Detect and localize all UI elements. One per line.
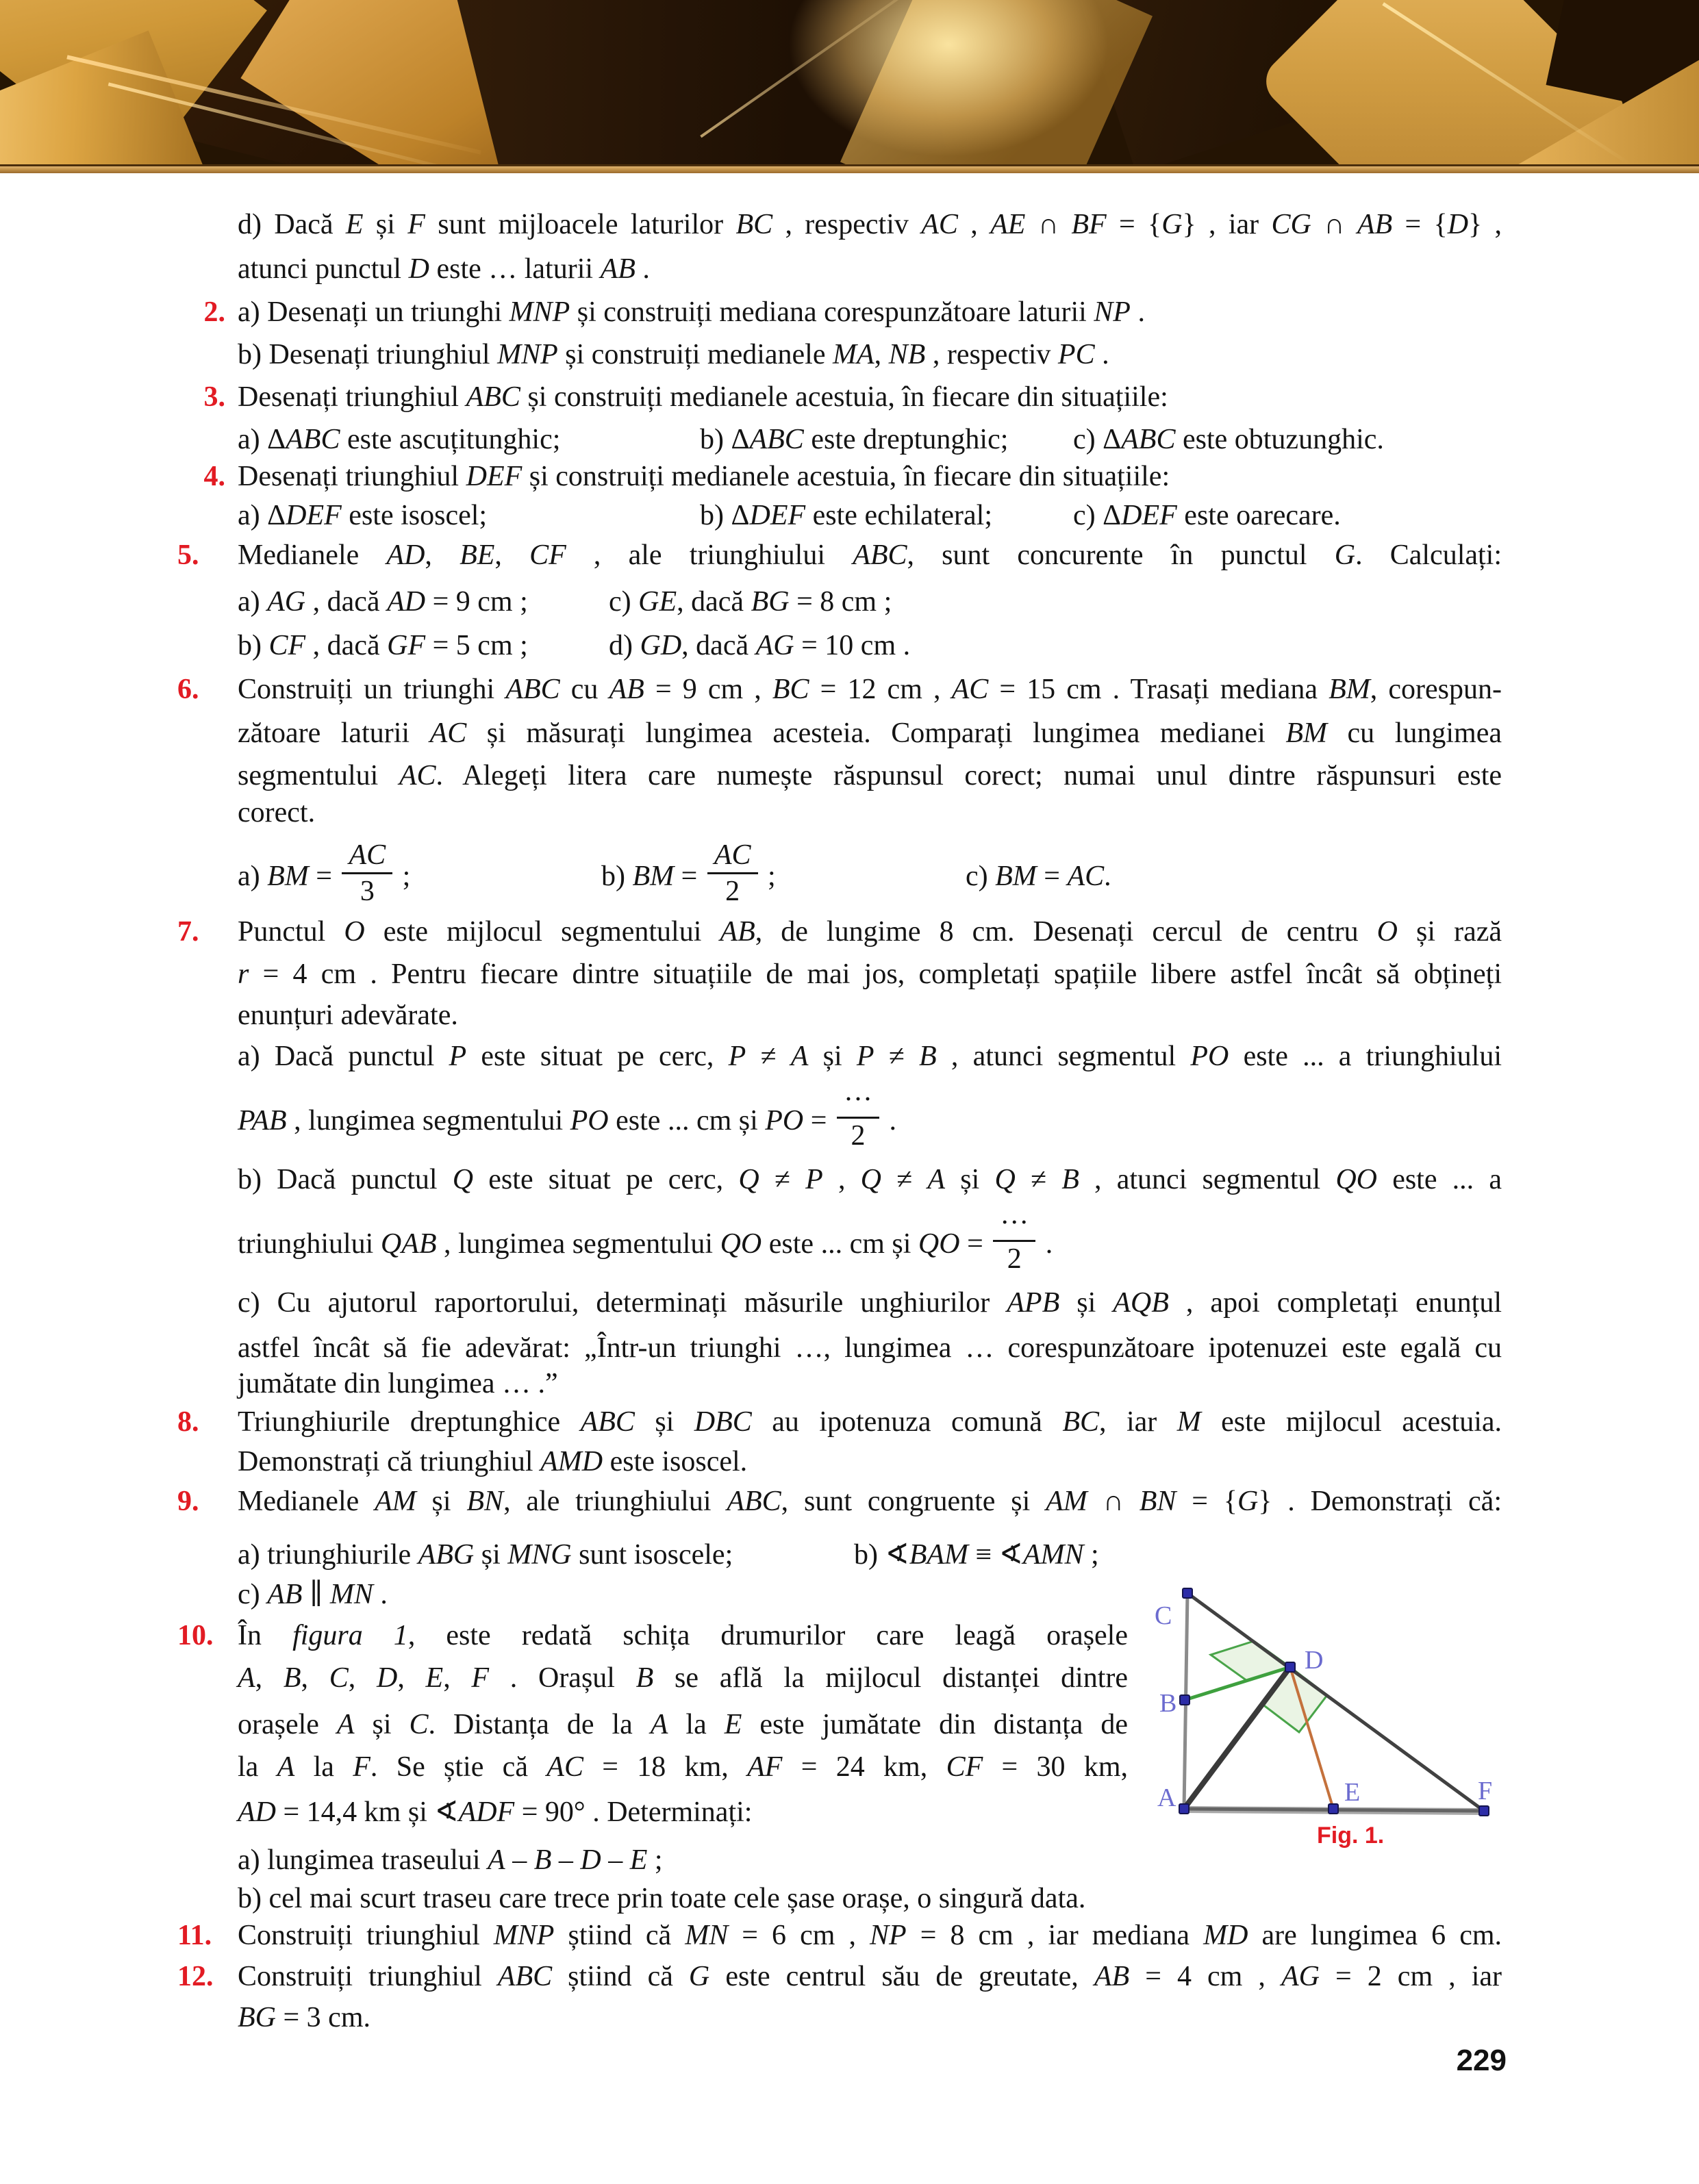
line-text: enunțuri adevărate. xyxy=(238,1000,458,1031)
point-C xyxy=(1183,1588,1192,1598)
line-text: PAB , lungimea segmentului PO este ... cm și PO = $\frac{\cdot\cdot\cdot}{2}$ . xyxy=(238,1083,896,1152)
text-line xyxy=(203,376,1168,418)
point-D xyxy=(1285,1662,1295,1672)
line-text: triunghiului QAB , lungimea segmentului QO este ... cm și QO = $\frac{\cdot\cdot\cdot}{2}$ . xyxy=(238,1206,1053,1275)
text-line xyxy=(238,333,1109,376)
text-line xyxy=(177,1614,1128,1657)
problem-number: 11. xyxy=(177,1920,212,1951)
line-text: orașele A și C. Distanța de la A la E este jumătate din distanța de xyxy=(238,1709,1129,1740)
label-D: D xyxy=(1305,1646,1324,1675)
label-C: C xyxy=(1155,1601,1172,1630)
text-line xyxy=(238,1657,1128,1699)
line-text: Construiți un triunghi ABC cu AB = 9 cm , BC = 12 cm , AC = 15 cm . Trasați mediana BM, corespun- xyxy=(238,674,1502,705)
line-text: Construiți triunghiul ABC știind că G este centrul său de greutate, AB = 4 cm , AG = 2 cm , iar xyxy=(238,1961,1502,1992)
line-text: c) Cu ajutorul raportorului, determinați măsurile unghiurilor APB și AQB , apoi completați enunțul xyxy=(238,1287,1502,1319)
point-F xyxy=(1479,1806,1489,1816)
text-line xyxy=(238,1362,558,1405)
line-text: d) Dacă E și F sunt mijloacele laturilor BC , respectiv AC , AE ∩ BF = {G} , iar CG ∩ AB = {D} , xyxy=(238,209,1502,240)
text-line xyxy=(238,994,458,1037)
text-line xyxy=(238,1839,663,1881)
header-art xyxy=(0,0,1699,173)
text-line xyxy=(238,494,1341,537)
line-text: a) lungimea traseului A – B – D – E ; xyxy=(238,1844,663,1876)
option: d) GD, dacă AG = 10 cm . xyxy=(609,630,911,661)
page-number: 229 xyxy=(1456,2044,1507,2077)
point-B xyxy=(1180,1695,1190,1705)
option: b) ΔABC este dreptunghic; xyxy=(700,424,1009,455)
option: c) ΔABC este obtuzunghic. xyxy=(1073,424,1384,455)
header-divider-bar xyxy=(0,164,1699,173)
line-text: Medianele AD, BE, CF , ale triunghiului ABC, sunt concurente în punctul G. Calculați: xyxy=(238,539,1502,571)
glow-highlight xyxy=(788,0,1109,157)
line-text: la A la F. Se știe că AC = 18 km, AF = 24 km, CF = 30 km, xyxy=(238,1751,1129,1783)
line-text: Punctul O este mijlocul segmentului AB, de lungime 8 cm. Desenați cercul de centru O și rază xyxy=(238,916,1502,948)
text-line xyxy=(238,1199,1053,1288)
option: a) ΔABC este ascuțitunghic; xyxy=(238,424,561,455)
text-line xyxy=(238,1746,1128,1788)
text-line xyxy=(177,1480,1502,1523)
text-line xyxy=(238,791,315,834)
line-text: atunci punctul D este … laturii AB . xyxy=(238,253,650,285)
line-text: zătoare laturii AC și măsurați lungimea acesteia. Comparați lungimea medianei BM cu lungimea xyxy=(238,718,1502,749)
line-text: Desenați triunghiul ABC și construiți medianele acestuia, în fiecare din situațiile: xyxy=(238,381,1168,413)
fraction: $\frac{AC}{3}$ xyxy=(342,840,392,906)
text-line xyxy=(238,832,1111,921)
line-text: b) Dacă punctul Q este situat pe cerc, Q ≠ P , Q ≠ A și Q ≠ B , atunci segmentul QO este ... a xyxy=(238,1164,1502,1195)
fraction: $\frac{AC}{2}$ xyxy=(707,840,758,906)
text-line xyxy=(177,1401,1502,1443)
text-line xyxy=(238,1440,747,1483)
road-AD xyxy=(1184,1667,1290,1809)
text-line xyxy=(238,1791,752,1833)
option: a) ΔDEF este isoscel; xyxy=(238,500,488,531)
line-text: a) Desenați un triunghi MNP și construiți mediana corespunzătoare laturii NP . xyxy=(238,296,1145,328)
option: b) ΔDEF este echilateral; xyxy=(700,500,992,531)
option: a) BM = $\frac{AC}{3}$ ; xyxy=(238,839,411,907)
text-line xyxy=(238,203,1502,246)
text-line xyxy=(238,581,892,623)
text-line xyxy=(177,534,1502,576)
label-F: F xyxy=(1478,1777,1493,1805)
text-line xyxy=(238,1703,1128,1746)
angle-marker-lower xyxy=(1262,1667,1327,1732)
line-text: r = 4 cm . Pentru fiecare dintre situațiile de mai jos, completați spațiile libere astfel încât să obțineți xyxy=(238,958,1502,990)
label-A: A xyxy=(1157,1783,1176,1812)
line-text: b) Desenați triunghiul MNP și construiți medianele MA, NB , respectiv PC . xyxy=(238,339,1109,370)
line-text: Triunghiurile dreptunghice ABC și DBC au ipotenuza comună BC, iar M este mijlocul acestuia. xyxy=(238,1406,1502,1438)
text-line xyxy=(177,668,1502,711)
point-A xyxy=(1179,1804,1189,1814)
line-text: În figura 1, este redată schița drumurilor care leagă orașele xyxy=(238,1620,1128,1651)
text-line xyxy=(238,1076,896,1165)
problem-number: 5. xyxy=(177,539,199,571)
text-line xyxy=(238,953,1502,995)
text-line xyxy=(177,1955,1502,1998)
line-text: a) Dacă punctul P este situat pe cerc, P ≠ A și P ≠ B , atunci segmentul PO este ... a triunghiului xyxy=(238,1041,1502,1072)
text-line xyxy=(238,1996,370,2039)
line-text: c) AB ∥ MN . xyxy=(238,1579,388,1610)
problem-number: 7. xyxy=(177,916,199,948)
problem-number: 4. xyxy=(203,461,225,492)
label-E: E xyxy=(1344,1778,1361,1807)
line-text: A, B, C, D, E, F . Orașul B se află la mijlocul distanței dintre xyxy=(238,1662,1129,1694)
line-text: Construiți triunghiul MNP știind că MN = 6 cm , NP = 8 cm , iar mediana MD are lungimea 6 cm. xyxy=(238,1920,1502,1951)
line-text: BG = 3 cm. xyxy=(238,2002,370,2033)
text-line xyxy=(177,911,1502,953)
text-line xyxy=(238,1534,1099,1576)
text-line xyxy=(203,455,1170,498)
fraction: $\frac{\cdot\cdot\cdot}{2}$ xyxy=(837,1084,879,1151)
problem-number: 6. xyxy=(177,674,199,705)
line-text: segmentului AC. Alegeți litera care numește răspunsul corect; numai unul dintre răspunsuri este xyxy=(238,760,1502,791)
text-line xyxy=(238,1877,1085,1920)
text-line xyxy=(203,291,1145,333)
text-line xyxy=(238,1282,1502,1324)
problem-number: 3. xyxy=(203,381,225,413)
text-line xyxy=(238,754,1502,797)
option: c) ΔDEF este oarecare. xyxy=(1073,500,1341,531)
line-text: Medianele AM și BN, ale triunghiului ABC, sunt congruente și AM ∩ BN = {G} . Demonstrați că: xyxy=(238,1486,1502,1517)
option: c) GE, dacă BG = 8 cm ; xyxy=(609,586,892,618)
line-text: AD = 14,4 km și ∢ADF = 90° . Determinați: xyxy=(238,1796,753,1828)
line-text: Desenați triunghiul DEF și construiți medianele acestuia, în fiecare din situațiile: xyxy=(238,461,1170,492)
option: b) ∢BAM ≡ ∢AMN ; xyxy=(854,1539,1099,1571)
text-line xyxy=(238,418,1384,461)
text-line xyxy=(238,712,1502,754)
problem-number: 8. xyxy=(177,1406,199,1438)
problem-number: 10. xyxy=(177,1620,214,1651)
option: a) AG , dacă AD = 9 cm ; xyxy=(238,586,528,618)
line-text: corect. xyxy=(238,797,316,828)
text-line xyxy=(177,1914,1502,1957)
text-line xyxy=(238,624,910,667)
label-B: B xyxy=(1159,1689,1177,1718)
option: b) BM = $\frac{AC}{2}$ ; xyxy=(601,839,776,907)
text-line xyxy=(238,248,650,290)
text-line xyxy=(238,1573,388,1616)
road-CF xyxy=(1187,1593,1484,1811)
problem-number: 2. xyxy=(203,296,225,328)
point-E xyxy=(1329,1804,1338,1814)
figure-caption: Fig. 1. xyxy=(1317,1823,1385,1849)
text-line xyxy=(238,1158,1502,1201)
fraction: $\frac{\cdot\cdot\cdot}{2}$ xyxy=(993,1208,1035,1274)
problem-number: 12. xyxy=(177,1961,214,1992)
option: a) triunghiurile ABG și MNG sunt isoscele; xyxy=(238,1539,733,1571)
problem-number: 9. xyxy=(177,1486,199,1517)
option: c) BM = AC. xyxy=(966,861,1111,892)
figure-1 xyxy=(1137,1568,1527,1869)
line-text: jumătate din lungimea … .” xyxy=(238,1368,558,1399)
line-text: b) cel mai scurt traseu care trece prin toate cele șase orașe, o singură data. xyxy=(238,1883,1086,1914)
line-text: astfel încât să fie adevărat: „Într-un triunghi …, lungimea … corespunzătoare ipotenuzei este egală cu xyxy=(238,1332,1502,1364)
option: b) CF , dacă GF = 5 cm ; xyxy=(238,630,528,661)
text-line xyxy=(238,1035,1502,1078)
line-text: Demonstrați că triunghiul AMD este isoscel. xyxy=(238,1446,748,1477)
